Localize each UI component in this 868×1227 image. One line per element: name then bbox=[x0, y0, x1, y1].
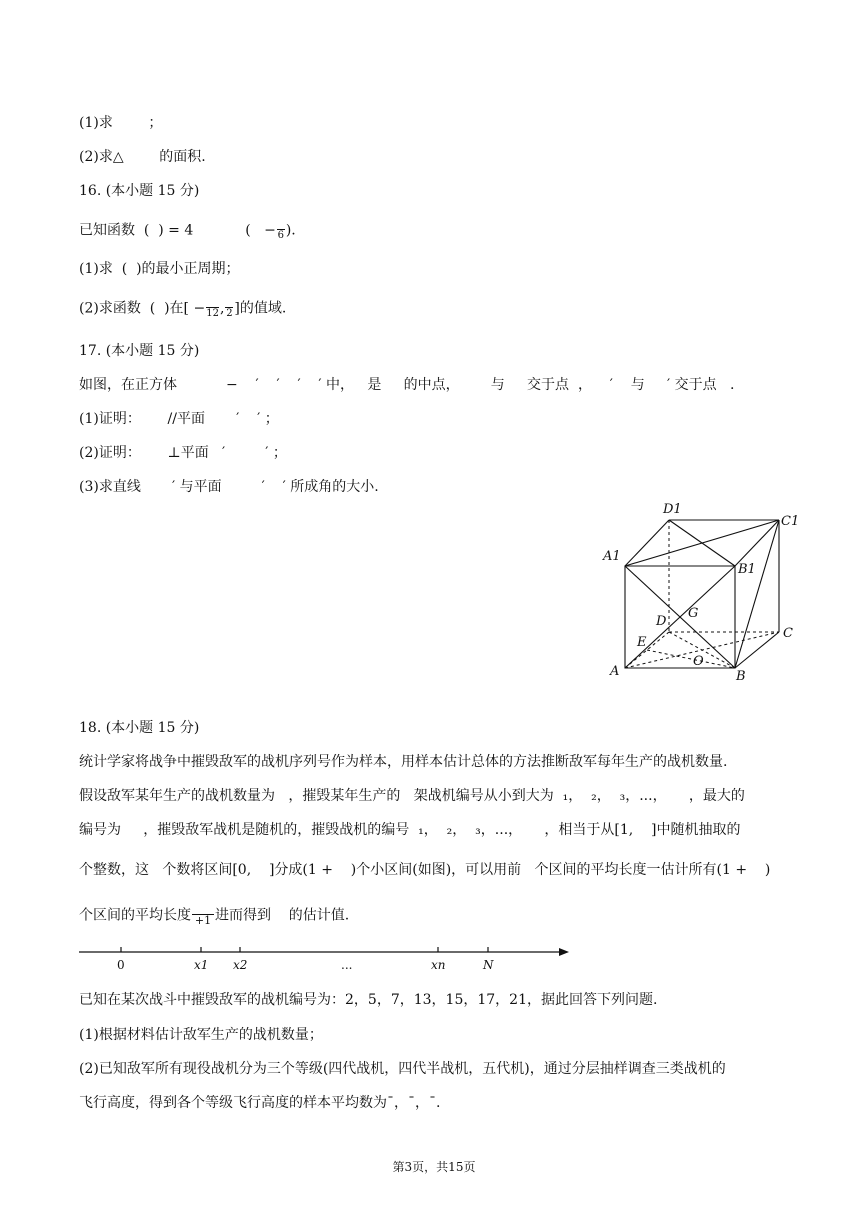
label-xn: xn bbox=[431, 958, 446, 972]
q18-paragraph-5a: 个区间的平均长度 bbox=[79, 907, 191, 924]
q18-paragraph-5 bbox=[79, 905, 349, 926]
q18-fraction bbox=[192, 905, 214, 926]
label-a1: A1 bbox=[603, 549, 621, 564]
q18-fraction-den: +1 bbox=[194, 914, 212, 927]
page-footer: 第3页，共15页 bbox=[392, 1160, 476, 1174]
q18-paragraph-2: 假设敌军某年生产的战机数量为 ，摧毁某年生产的 架战机编号从小到大为 ₁， ₂， ₃，...， ，最大的 bbox=[79, 788, 745, 804]
q18-paragraph-5b: 进而得到 的估计值. bbox=[215, 907, 350, 924]
label-x1: x1 bbox=[194, 958, 209, 972]
q18-header: 18. (本小题 15 分) bbox=[79, 720, 200, 736]
edge-c-b bbox=[735, 632, 779, 668]
number-line-arrow bbox=[559, 948, 569, 956]
label-g: G bbox=[688, 606, 699, 621]
label-x2: x2 bbox=[233, 958, 248, 972]
q16-header: 16. (本小题 15 分) bbox=[79, 183, 200, 199]
q16-fraction-2 bbox=[206, 298, 219, 319]
q18-part2: (2)已知敌军所有现役战机分为三个等级(四代战机，四代半战机，五代机)，通过分层抽样调查三类战机的 bbox=[79, 1061, 726, 1077]
q16-fraction-1 bbox=[277, 220, 285, 241]
number-line-figure bbox=[77, 940, 577, 976]
q17-part2: (2)证明： ⊥平面 ′ ′ ； bbox=[79, 445, 287, 461]
q16-intro-b: ( − bbox=[245, 222, 276, 239]
q16-fraction-2-den: 12 bbox=[206, 308, 219, 319]
diag-c1-b bbox=[735, 520, 779, 668]
q15-part2: (2)求△ 的面积. bbox=[79, 149, 206, 165]
cube-figure bbox=[600, 495, 810, 685]
label-n: N bbox=[483, 958, 494, 972]
q18-paragraph-3: 编号为 ，摧毁敌军战机是随机的，摧毁战机的编号 ₁， ₂， ₃，...， ，相当于从[1, ]中随机抽取的 bbox=[79, 822, 741, 838]
q18-paragraph-4: 个整数，这 个数将区间[0, ]分成(1 + )个小区间(如图)，可以用前 个区间的平均长度一估计所有(1 + ) bbox=[79, 862, 771, 878]
label-b1: B1 bbox=[738, 562, 756, 577]
q16-fraction-3-den: 2 bbox=[226, 308, 233, 319]
label-a: A bbox=[610, 664, 620, 679]
q18-paragraph-1: 统计学家将战争中摧毁敌军的战机序列号作为样本，用样本估计总体的方法推断敌军每年生产的战机数量. bbox=[79, 754, 728, 770]
q16-fraction-3 bbox=[225, 298, 233, 319]
q16-part2-a: (2)求函数 ( )在[ − bbox=[79, 300, 206, 317]
q16-part1: (1)求 ( )的最小正周期； bbox=[79, 261, 240, 277]
label-e: E bbox=[637, 635, 647, 650]
q18-part1: (1)根据材料估计敌军生产的战机数量； bbox=[79, 1027, 323, 1043]
label-c: C bbox=[783, 626, 793, 641]
label-d: D bbox=[656, 614, 667, 629]
q18-part2-continued: 飞行高度，得到各个等级飞行高度的样本平均数为¯，¯，¯. bbox=[79, 1095, 441, 1111]
label-b: B bbox=[736, 669, 746, 684]
label-0: 0 bbox=[117, 958, 125, 972]
q16-intro bbox=[79, 220, 296, 241]
q17-intro: 如图，在正方体 − ′ ′ ′ ′ 中， 是 的中点， 与 交于点 ， ′ 与 ′ 交于点 . bbox=[79, 377, 735, 393]
label-ellipsis: ... bbox=[341, 958, 353, 972]
q16-part2-b: ]的值域. bbox=[234, 300, 287, 317]
q17-part3: (3)求直线 ′ 与平面 ′ ′ 所成角的大小. bbox=[79, 479, 379, 495]
label-c1: C1 bbox=[781, 514, 800, 529]
label-d1: D1 bbox=[663, 502, 682, 517]
q16-part2: (2)求函数 ( )在[ − 12 , 2 ]的值域. bbox=[79, 298, 286, 319]
q16-fraction-1-den: 6 bbox=[277, 230, 284, 241]
diag-d1-b1 bbox=[669, 520, 735, 566]
label-o: O bbox=[693, 654, 704, 669]
q18-data: 已知在某次战斗中摧毁敌军的战机编号为：2，5，7，13，15，17，21，据此回答下列问题. bbox=[79, 992, 658, 1008]
q17-part1: (1)证明： //平面 ′ ′ ； bbox=[79, 411, 279, 427]
q16-intro-a: 已知函数 ( ) = 4 bbox=[79, 222, 194, 239]
q16-intro-c: ). bbox=[285, 222, 296, 239]
q15-part1: (1)求 ； bbox=[79, 115, 163, 131]
q17-header: 17. (本小题 15 分) bbox=[79, 343, 200, 359]
